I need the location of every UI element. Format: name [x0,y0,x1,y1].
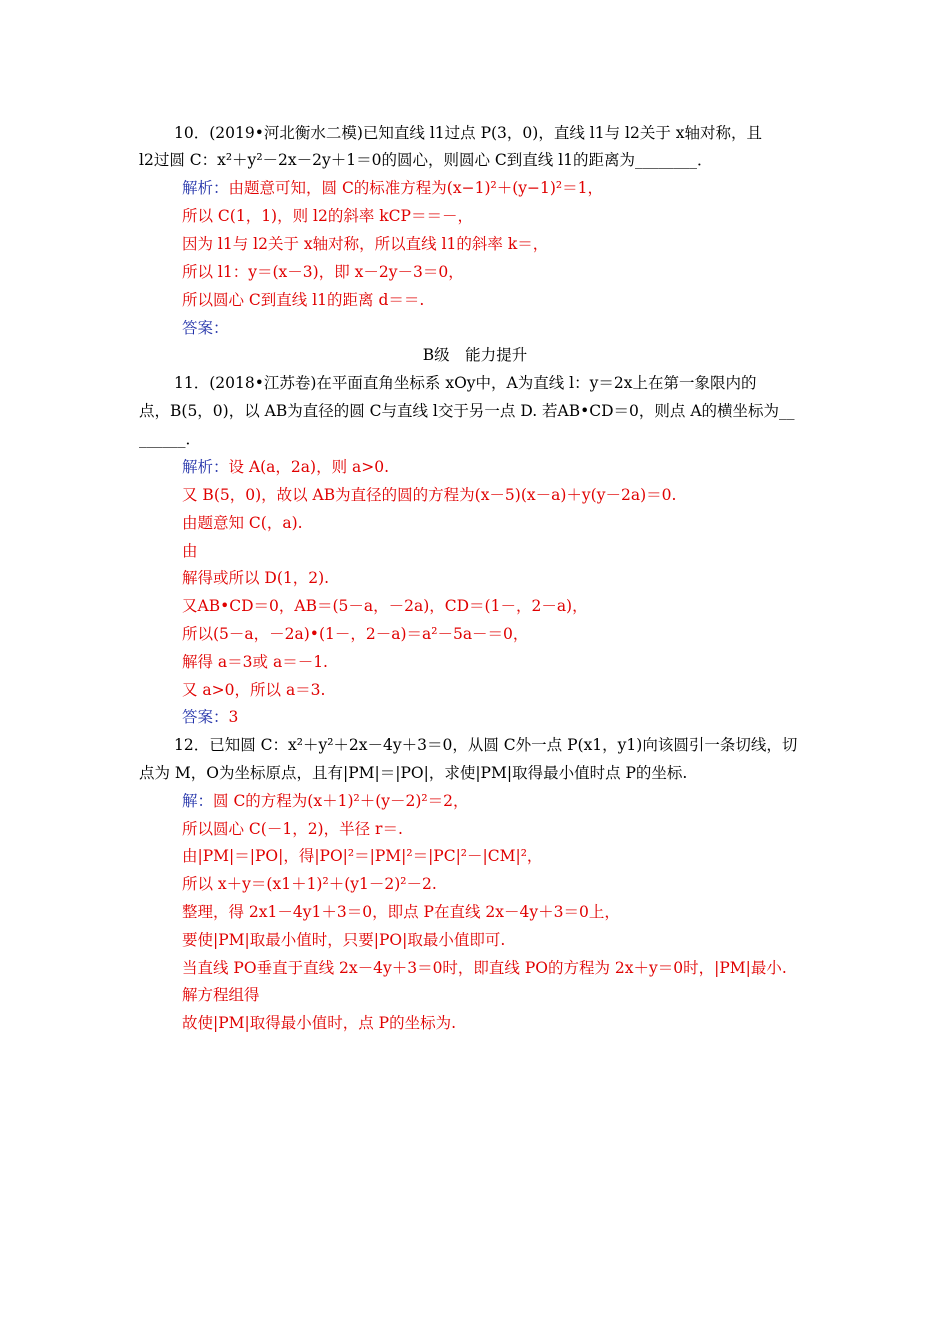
q11-solution-label: 解析： [182,458,229,476]
q10-solution-line-3: 因为 l1与 l2关于 x轴对称，所以直线 l1的斜率 k＝， [182,235,549,253]
q11-solution-line-7: 所以(5－a，－2a)•(1－，2－a)＝a²－5a－＝0， [182,625,529,643]
q10-solution-line-5: 所以圆心 C到直线 l1的距离 d＝＝. [182,291,425,309]
q11-answer-label: 答案： [182,708,229,726]
q10-stem-line-1: 10．(2019•河北衡水二模)已知直线 l1过点 P(3，0)，直线 l1与 l2关于 x轴对称，且 [174,124,762,142]
q12-stem-line-2: 点为 M，O为坐标原点，且有|PM|＝|PO|，求使|PM|取得最小值时点 P的坐标. [139,764,688,782]
q10-solution-label: 解析： [182,179,229,197]
q12-solution-line-5: 整理，得 2x1－4y1＋3＝0，即点 P在直线 2x－4y＋3＝0上， [182,903,620,921]
q11-solution-text: 设 A(a，2a)，则 a>0. [228,458,390,476]
q11-answer-value: 3 [228,708,239,726]
q12-solution-line-3: 由|PM|＝|PO|，得|PO|²＝|PM|²＝|PC|²－|CM|²， [182,847,543,865]
q12-solution-line-7: 当直线 PO垂直于直线 2x－4y＋3＝0时，即直线 PO的方程为 2x＋y＝0时，|PM|最小. [182,959,787,977]
q12-solution-label: 解： [182,792,214,810]
q11-solution-line-3: 由题意知 C(，a). [182,514,303,532]
q11-solution-line-5: 解得或所以 D(1，2). [182,569,330,587]
q12-solution-line-2: 所以圆心 C(－1，2)，半径 r＝. [182,820,403,838]
q12-solution-line-4: 所以 x＋y＝(x1＋1)²＋(y1－2)²－2. [182,875,437,893]
q10-solution-line-1 [182,178,603,198]
q11-stem-line-2: 点，B(5，0)，以 AB为直径的圆 C与直线 l交于另一点 D. 若AB•CD＝0，则点 A的横坐标为__ [139,402,795,420]
q10-solution-line-4: 所以 l1：y＝(x－3)，即 x－2y－3＝0， [182,263,464,281]
q11-solution-line-2: 又 B(5，0)，故以 AB为直径的圆的方程为(x－5)(x－a)＋y(y－2a)＝0. [182,486,677,504]
q12-solution-line-9: 故使|PM|取得最小值时，点 P的坐标为. [182,1014,457,1032]
q11-solution-line-6: 又AB•CD＝0，AB＝(5－a，－2a)，CD＝(1－，2－a)， [182,597,588,615]
q10-answer-label: 答案： [182,319,229,337]
q11-stem-line-3: ______． [139,430,202,448]
q10-solution-text: 由题意可知，圆 C的标准方程为(x−1)²＋(y−1)²＝1， [228,179,603,197]
q10-solution-line-2: 所以 C(1，1)，则 l2的斜率 kCP＝＝－， [182,207,473,225]
section-title: B级 能力提升 [422,346,528,364]
q12-solution-text: 圆 C的方程为(x＋1)²＋(y－2)²＝2， [213,792,469,810]
q11-solution-line-9: 又 a>0，所以 a＝3. [182,681,326,699]
q12-solution-line-6: 要使|PM|取最小值时，只要|PO|取最小值即可. [182,931,506,949]
q11-solution-line-1 [182,457,389,477]
q11-answer-line [182,707,238,727]
q12-stem-line-1: 12．已知圆 C：x²＋y²＋2x－4y＋3＝0，从圆 C外一点 P(x1，y1)向该圆引一条切线，切 [174,736,798,754]
q11-solution-line-8: 解得 a＝3或 a＝－1. [182,653,328,671]
q10-stem-line-2: l2过圆 C：x²＋y²－2x－2y＋1＝0的圆心，则圆心 C到直线 l1的距离为________． [139,151,713,169]
q12-solution-line-8: 解方程组得 [182,986,260,1004]
q11-stem-line-1: 11．(2018•江苏卷)在平面直角坐标系 xOy中，A为直线 l：y＝2x上在第一象限内的 [174,374,757,392]
q12-solution-line-1 [182,791,469,811]
q11-solution-line-4: 由 [182,542,198,560]
